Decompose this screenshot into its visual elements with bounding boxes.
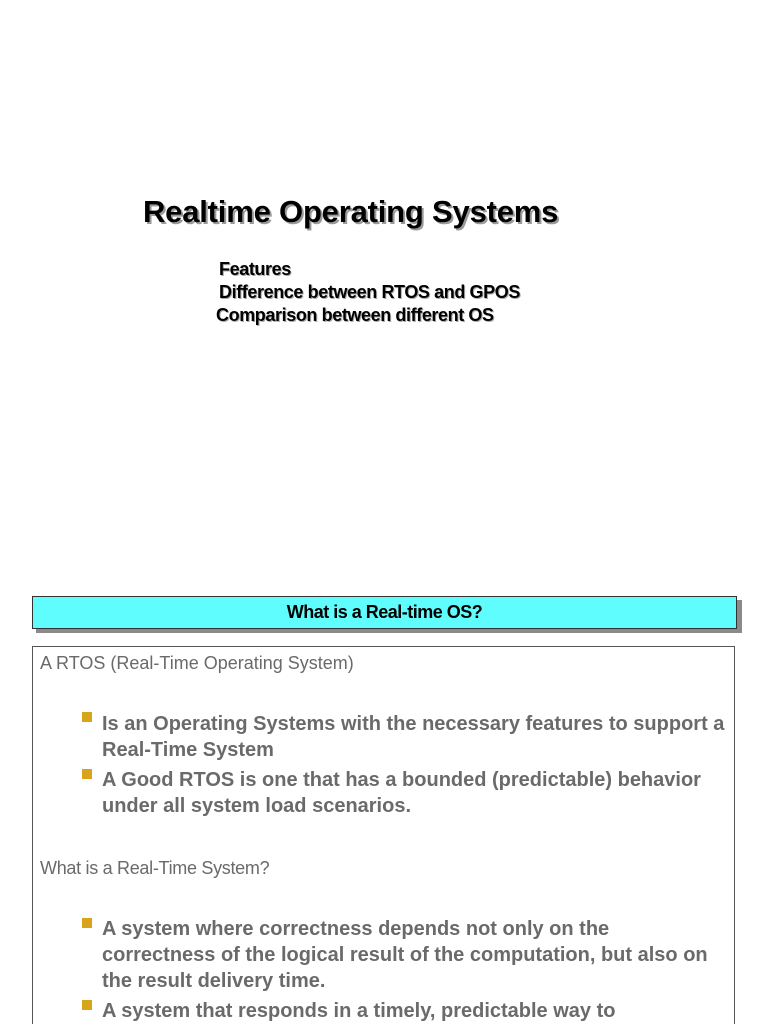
slide-title: Realtime Operating Systems	[143, 194, 559, 229]
section-heading: What is a Real-time OS?	[286, 602, 483, 622]
bullet-square-icon	[82, 1000, 92, 1010]
subtitle-os-comparison: Comparison between different OS	[216, 305, 494, 325]
bullet-square-icon	[82, 769, 92, 779]
subtitle-rtos-vs-gpos: Difference between RTOS and GPOS	[219, 282, 520, 302]
rts-bullet-2: A system that responds in a timely, predictable way to	[102, 1000, 616, 1022]
rts-question: What is a Real-Time System?	[40, 858, 270, 878]
rtos-intro: A RTOS (Real-Time Operating System)	[40, 653, 354, 673]
section-heading-box	[32, 596, 737, 629]
subtitle-features: Features	[219, 259, 291, 279]
bullet-square-icon	[82, 712, 92, 722]
rtos-bullet-2: A Good RTOS is one that has a bounded (predictable) behavior under all system load scenarios.	[102, 769, 701, 817]
rts-bullet-1: A system where correctness depends not only on the correctness of the logical result of the computation, but also on the result delivery time.	[102, 918, 708, 992]
rtos-bullet-1: Is an Operating Systems with the necessary features to support a Real-Time System	[102, 713, 725, 761]
bullet-square-icon	[82, 918, 92, 928]
